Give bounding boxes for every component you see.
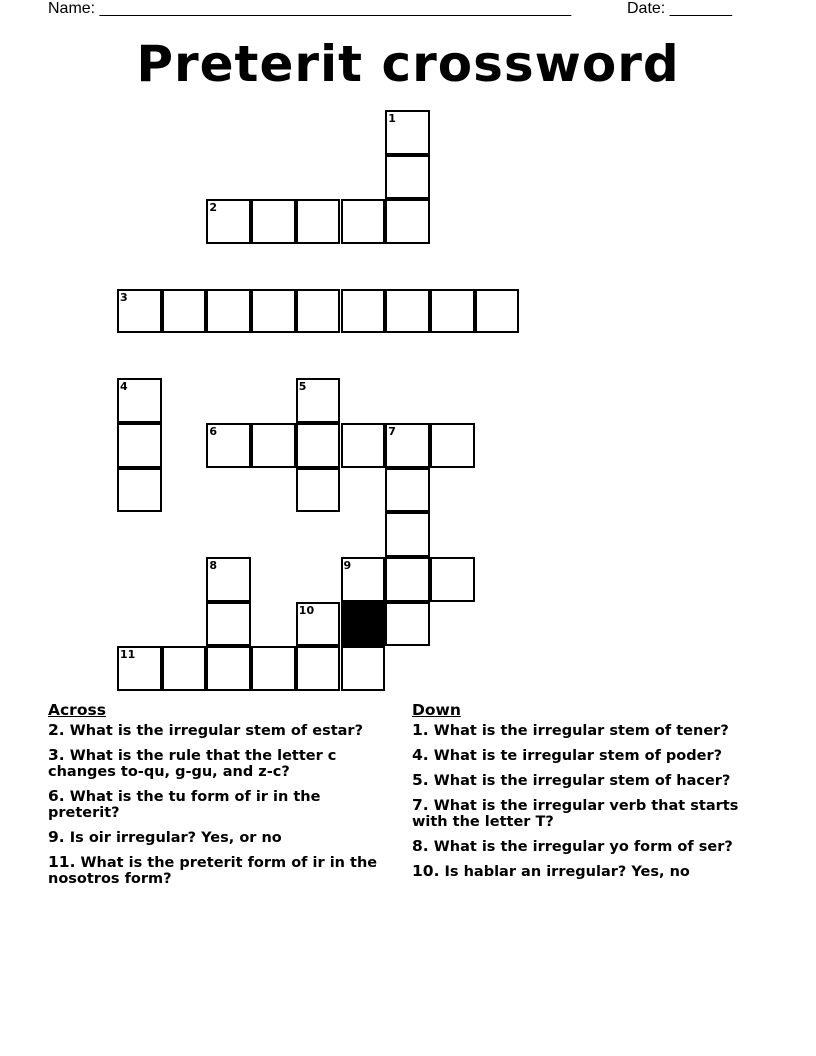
crossword-cell[interactable] [117, 468, 162, 513]
clue-number: 7. [412, 796, 429, 814]
crossword-black-cell [341, 602, 386, 647]
crossword-cell[interactable] [117, 423, 162, 468]
crossword-cell[interactable] [385, 289, 430, 334]
crossword-cell[interactable] [385, 423, 430, 468]
crossword-cell[interactable] [117, 289, 162, 334]
crossword-cell[interactable] [206, 423, 251, 468]
crossword-cell[interactable] [296, 199, 341, 244]
crossword-cell[interactable] [296, 602, 341, 647]
crossword-cell[interactable] [341, 289, 386, 334]
crossword-cell[interactable] [206, 199, 251, 244]
clue-across-3 [48, 747, 393, 780]
crossword-cell[interactable] [385, 602, 430, 647]
clue-down-5 [412, 772, 757, 789]
crossword-cell[interactable] [162, 289, 207, 334]
clue-number: 9. [48, 828, 65, 846]
crossword-cell[interactable] [296, 646, 341, 691]
crossword-cell[interactable] [206, 289, 251, 334]
crossword-cell[interactable] [341, 423, 386, 468]
clue-text: What is the irregular verb that starts with the letter T? [412, 798, 739, 830]
clue-down-10 [412, 863, 757, 880]
crossword-cell[interactable] [206, 557, 251, 602]
clue-text: What is the irregular stem of estar? [69, 723, 363, 739]
clue-number: 5. [412, 771, 429, 789]
clue-down-7 [412, 797, 757, 830]
crossword-cell[interactable] [385, 199, 430, 244]
crossword-cell[interactable] [296, 423, 341, 468]
crossword-cell[interactable] [430, 557, 475, 602]
crossword-cell[interactable] [251, 289, 296, 334]
clue-number-label: 6 [209, 424, 218, 438]
crossword-cell[interactable] [251, 423, 296, 468]
clue-number-label: 1 [388, 112, 396, 125]
clue-across-2 [48, 722, 393, 739]
clue-down-8 [412, 838, 757, 855]
clue-text: What is the irregular stem of tener? [433, 723, 729, 739]
clue-text: What is the irregular stem of hacer? [433, 773, 731, 789]
crossword-cell[interactable] [296, 378, 341, 423]
across-heading: Across [48, 701, 106, 719]
clue-number: 2. [48, 721, 65, 739]
clue-text: What is the preterit form of ir in the nosotros form? [48, 855, 378, 887]
clue-number: 3. [48, 746, 65, 764]
clue-text: What is the rule that the letter c changes to-qu, g-gu, and z-c? [48, 748, 337, 780]
down-clues [412, 700, 757, 888]
clue-number-label: 3 [120, 290, 128, 304]
clue-number-label: 11 [120, 648, 136, 662]
clue-text: What is the irregular yo form of ser? [433, 839, 733, 855]
crossword-cell[interactable] [385, 468, 430, 513]
clue-number-label: 2 [209, 201, 218, 215]
clue-number: 4. [412, 746, 429, 764]
clue-across-11 [48, 854, 393, 887]
clue-text: What is te irregular stem of poder? [433, 748, 723, 764]
crossword-cell[interactable] [251, 646, 296, 691]
clue-text: Is hablar an irregular? Yes, no [444, 864, 690, 880]
crossword-cell[interactable] [341, 646, 386, 691]
clue-across-9 [48, 829, 393, 846]
crossword-cell[interactable] [341, 557, 386, 602]
clue-number: 6. [48, 787, 65, 805]
clue-text: What is the tu form of ir in the preterit? [48, 789, 321, 821]
clue-number-label: 8 [209, 559, 218, 572]
clue-number: 1. [412, 721, 429, 739]
crossword-cell[interactable] [385, 512, 430, 557]
clue-down-1 [412, 722, 757, 739]
crossword-cell[interactable] [162, 646, 207, 691]
down-heading: Down [412, 701, 461, 719]
clue-across-6 [48, 788, 393, 821]
crossword-cell[interactable] [117, 378, 162, 423]
crossword-cell[interactable] [430, 423, 475, 468]
date-field[interactable]: Date: _______ [627, 0, 732, 17]
crossword-cell[interactable] [251, 199, 296, 244]
crossword-cell[interactable] [117, 646, 162, 691]
crossword-cell[interactable] [385, 557, 430, 602]
crossword-cell[interactable] [385, 110, 430, 155]
crossword-cell[interactable] [206, 646, 251, 691]
name-field[interactable]: Name: _____________________________________________________ [48, 0, 572, 17]
crossword-cell[interactable] [296, 468, 341, 513]
clue-number: 10. [412, 862, 440, 880]
crossword-cell[interactable] [385, 155, 430, 200]
crossword-cell[interactable] [475, 289, 520, 334]
clue-number: 8. [412, 837, 429, 855]
crossword-cell[interactable] [296, 289, 341, 334]
crossword-cell[interactable] [430, 289, 475, 334]
across-clues [48, 700, 393, 895]
clue-text: Is oir irregular? Yes, or no [69, 830, 282, 846]
crossword-cell[interactable] [341, 199, 386, 244]
clue-number-label: 4 [120, 380, 128, 394]
clue-number-label: 7 [388, 424, 396, 438]
clue-number-label: 5 [298, 380, 307, 394]
clue-number-label: 9 [343, 559, 352, 572]
clue-number: 11. [48, 853, 76, 871]
page-title: Preterit crossword [136, 35, 680, 93]
clue-number-label: 10 [298, 603, 315, 617]
clue-down-4 [412, 747, 757, 764]
crossword-cell[interactable] [206, 602, 251, 647]
